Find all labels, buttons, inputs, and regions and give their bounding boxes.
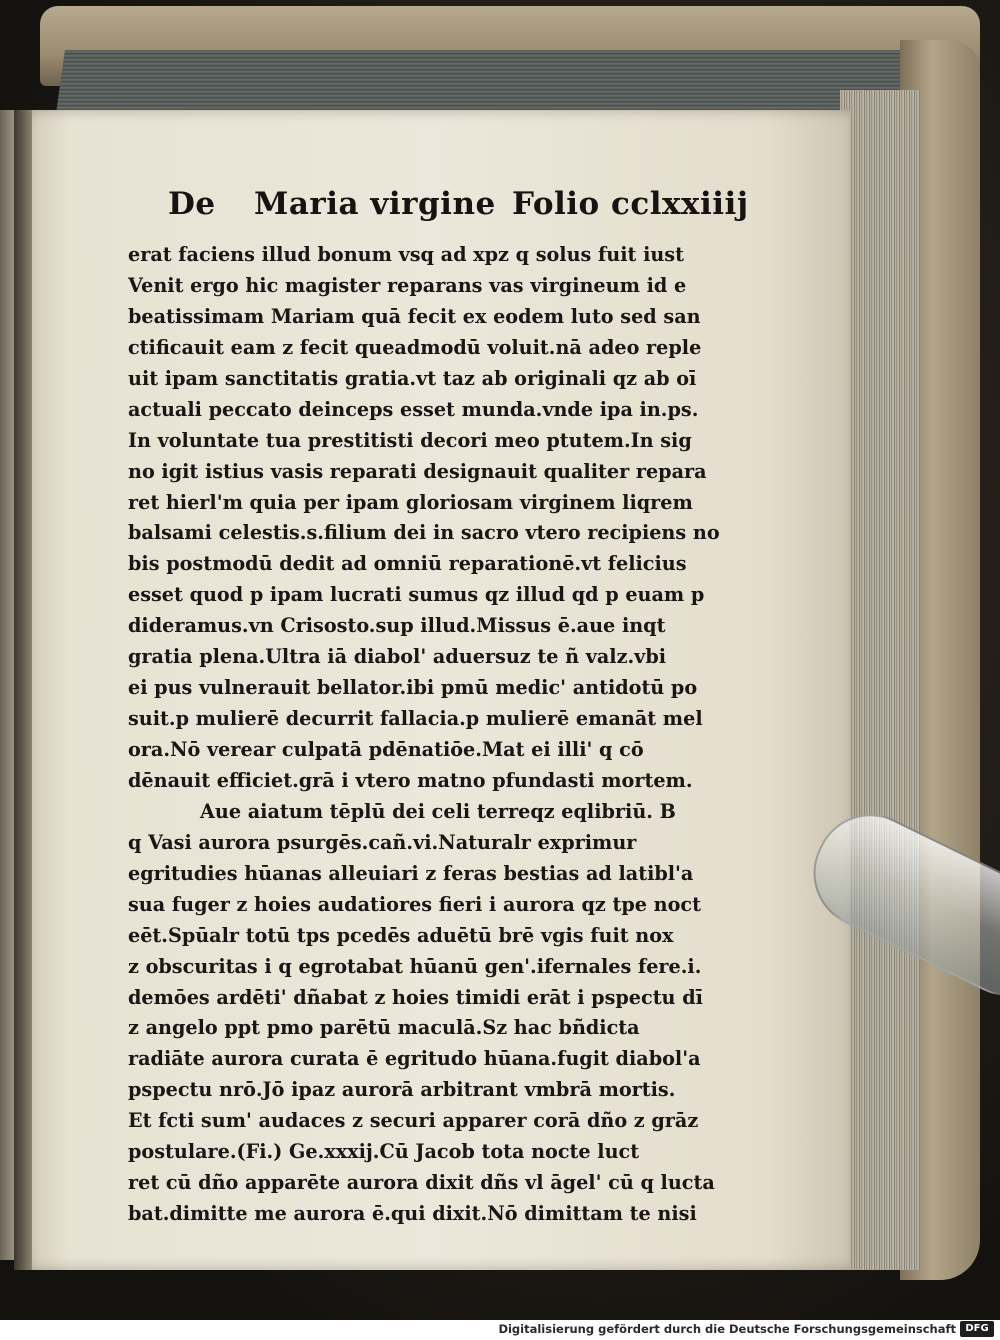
text-line: bis postmodū dedit ad omniū reparationē.vt felicius <box>128 552 687 576</box>
text-line: egritudies hūanas alleuiari z feras bestias ad latibl'a <box>128 861 694 885</box>
text-line: ora.Nō verear culpatā pdēnatiōe.Mat ei illi' q cō <box>128 738 644 761</box>
text-line: dēnauit efficiet.grā i vtero matno pfundasti mortem. <box>128 768 693 792</box>
text-line: ret cū dño apparēte aurora dixit dñs vl āgel' cū q lucta <box>128 1171 715 1195</box>
text-line: Et fcti sum' audaces z securi apparer corā dño z grāz <box>128 1109 699 1133</box>
text-line: Aue aiatum tēplū dei celi terreqz eqlibriū. B <box>200 799 676 823</box>
text-line: no igit istius vasis reparati designauit qualiter repara <box>128 459 707 483</box>
text-line: pspectu nrō.Jō ipaz aurorā arbitrant vmbrā mortis. <box>128 1078 676 1102</box>
text-line: beatissimam Mariam quā fecit ex eodem luto sed san <box>128 304 701 328</box>
text-line: postulare.(Fi.) Ge.xxxij.Cū Jacob tota nocte luct <box>128 1140 640 1164</box>
text-line: suit.p mulierē decurrit fallacia.p mulierē emanāt mel <box>128 707 703 731</box>
dfg-logo: DFG <box>960 1321 994 1337</box>
text-line: ctificauit eam z fecit queadmodū voluit.nā adeo reple <box>128 335 702 359</box>
text-line: eēt.Spūalr totū tps pcedēs aduētū brē vgis fuit nox <box>128 923 674 947</box>
page-body-text <box>128 240 768 1230</box>
text-line: ei pus vulnerauit bellator.ibi pmū medic' antidotū po <box>128 676 698 700</box>
text-line: demōes ardēti' dñabat z hoies timidi erāt i pspectu dī <box>128 985 703 1009</box>
text-line: bat.dimitte me aurora ē.qui dixit.Nō dimittam te nisi <box>128 1202 697 1226</box>
funding-credit: Digitalisierung gefördert durch die Deutsche Forschungsgemeinschaft <box>498 1322 956 1336</box>
text-line: radiāte aurora curata ē egritudo hūana.fugit diabol'a <box>128 1047 701 1071</box>
text-line: ret hierl'm quia per ipam gloriosam virginem liqrem <box>128 490 693 514</box>
text-line: balsami celestis.s.filium dei in sacro vtero recipiens no <box>128 521 720 545</box>
header-title: Maria virgine <box>254 186 496 222</box>
running-header <box>168 186 749 232</box>
text-line: In voluntate tua prestitisti decori meo ptutem.In sig <box>128 428 692 452</box>
text-line: actuali peccato deinceps esset munda.vnde ipa in.ps. <box>128 397 699 421</box>
page-stack-right <box>840 90 920 1270</box>
text-line: z obscuritas i q egrotabat hūanū gen'.ifernales fere.i. <box>128 954 702 978</box>
text-line: erat faciens illud bonum vsq ad xpz q solus fuit iust <box>128 243 684 266</box>
text-line: dideramus.vn Crisosto.sup illud.Missus ē.aue inqt <box>128 614 666 638</box>
text-line: sua fuger z hoies audatiores fieri i aurora qz tpe noct <box>128 892 701 916</box>
page-gutter <box>14 110 32 1270</box>
text-line: z angelo ppt pmo parētū maculā.Sz hac bñdicta <box>128 1016 640 1040</box>
text-line: q Vasi aurora psurgēs.cañ.vi.Naturalr exprimur <box>128 830 637 854</box>
text-line: esset quod p ipam lucrati sumus qz illud qd p euam p <box>128 583 705 607</box>
text-line: gratia plena.Ultra iā diabol' aduersuz te ñ valz.vbi <box>128 645 667 669</box>
header-left: De <box>168 186 216 222</box>
folio-number: Folio cclxxiiij <box>512 186 749 222</box>
text-line: Venit ergo hic magister reparans vas virgineum id e <box>128 273 687 297</box>
text-line: uit ipam sanctitatis gratia.vt taz ab originali qz ab oī <box>128 366 697 390</box>
